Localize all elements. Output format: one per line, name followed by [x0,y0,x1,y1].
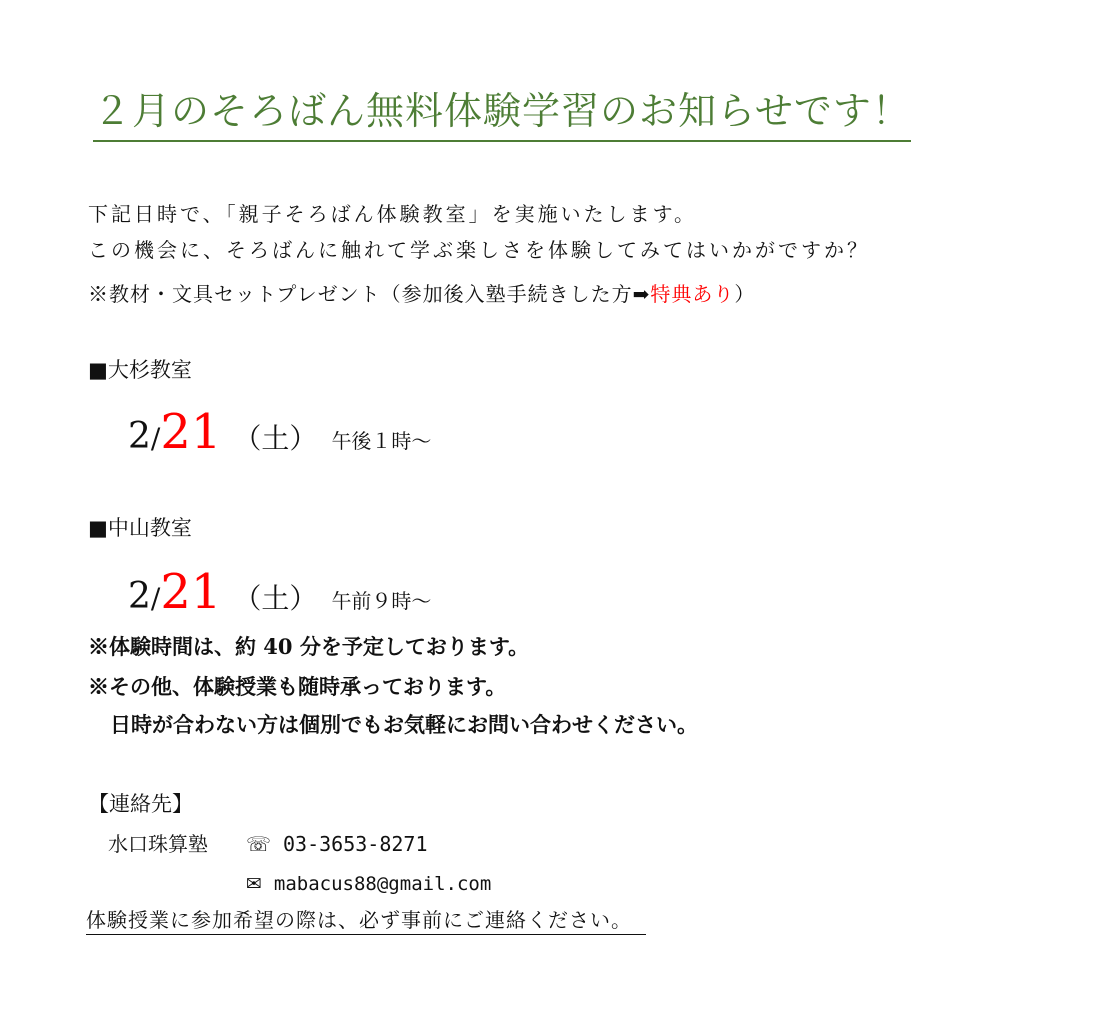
note-individual: 日時が合わない方は個別でもお気軽にお問い合わせください。 [110,712,698,737]
phone-row [246,830,428,858]
page-title: ２月のそろばん無料体験学習のお知らせです！ [93,88,911,142]
date-day: 21 [160,564,222,620]
intro-line-3 [88,280,755,308]
contact-label: 【連絡先】 [88,792,193,816]
date-weekday: （土） [233,422,318,455]
telephone-icon: ☏ [246,832,272,856]
note-anytime: ※その他、体験授業も随時承っております。 [88,674,507,699]
date-slash: / [150,422,161,455]
email-row [246,870,491,898]
classroom-date-osugi [128,402,431,473]
note-duration: ※体験時間は、約 40 分を予定しております。 [88,634,530,659]
advance-contact-note: 体験授業に参加希望の際は、必ず事前にご連絡ください。 [86,906,646,935]
phone-number[interactable]: 03-3653-8271 [283,832,428,856]
email-address[interactable]: mabacus88@gmail.com [273,873,492,895]
intro-line-3-suffix: ） [734,282,756,306]
date-time: 午後１時～ [331,429,432,453]
intro-line-1: 下記日時で、「親子そろばん体験教室」を実施いたします。 [88,202,697,226]
envelope-icon: ✉ [246,873,262,895]
date-month: 2 [128,576,151,617]
intro-line-3-prefix: ※教材・文具セットプレゼント（参加後入塾手続きした方 [88,282,633,306]
date-day: 21 [160,404,222,460]
right-arrow-icon: ➡ [632,282,651,306]
classroom-date-nakayama [128,562,431,633]
intro-line-2: この機会に、そろばんに触れて学ぶ楽しさを体験してみてはいかがですか？ [88,238,870,262]
date-time: 午前９時～ [331,589,432,613]
school-name: 水口珠算塾 [108,832,208,856]
date-month: 2 [128,416,151,457]
benefit-highlight: 特典あり [650,282,735,306]
classroom-heading-osugi: ■大杉教室 [88,358,192,382]
date-weekday: （土） [233,582,318,615]
classroom-heading-nakayama: ■中山教室 [88,516,192,540]
date-slash: / [150,582,161,615]
